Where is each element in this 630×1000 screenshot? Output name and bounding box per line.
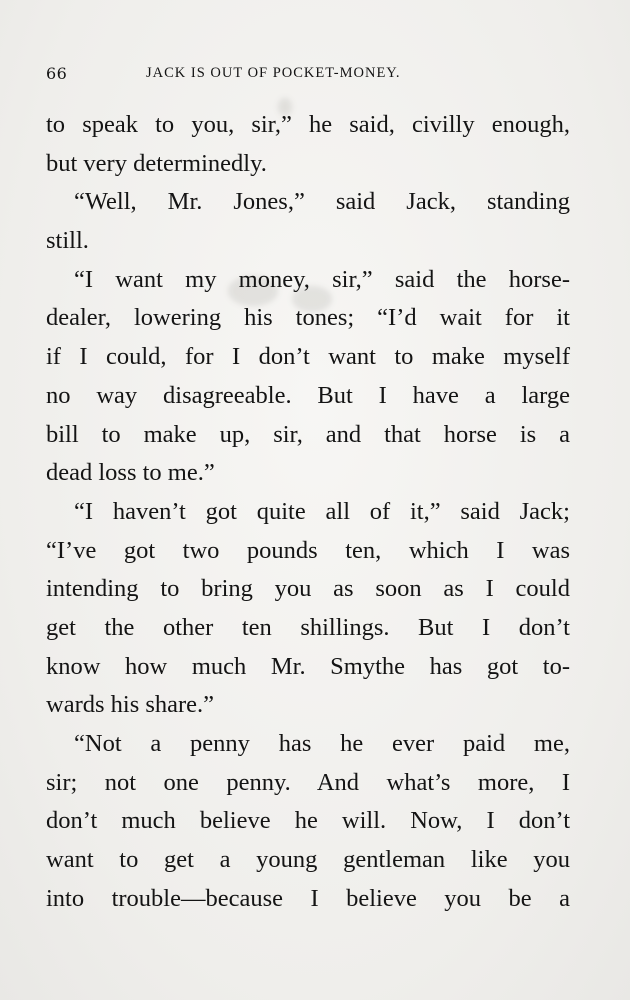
text-line: into trouble—because I believe you be a xyxy=(46,884,570,912)
body-text xyxy=(46,106,570,918)
text-line: know how much Mr. Smythe has got to- xyxy=(46,652,570,680)
text-line: sir; not one penny. And what’s more, I xyxy=(46,768,570,796)
text-line: dealer, lowering his tones; “I’d wait for it xyxy=(46,304,570,332)
text-line: “I haven’t got quite all of it,” said Jack; xyxy=(74,497,570,525)
text-line: bill to make up, sir, and that horse is a xyxy=(46,420,570,448)
text-line: “I want my money, sir,” said the horse- xyxy=(74,265,570,293)
text-line: wards his share.” xyxy=(46,691,215,719)
text-line: “Not a penny has he ever paid me, xyxy=(74,730,570,757)
text-line: to speak to you, sir,” he said, civilly enough, xyxy=(46,111,570,138)
running-title: JACK IS OUT OF POCKET-MONEY. xyxy=(146,65,401,81)
text-line: don’t much believe he will. Now, I don’t xyxy=(46,807,570,835)
text-line: but very determinedly. xyxy=(46,149,267,177)
text-line: get the other ten shillings. But I don’t xyxy=(46,613,570,641)
text-line: no way disagreeable. But I have a large xyxy=(46,381,570,409)
text-line: “I’ve got two pounds ten, which I was xyxy=(46,536,570,564)
text-line: still. xyxy=(46,227,89,255)
text-line: if I could, for I don’t want to make myself xyxy=(46,343,570,371)
text-line: intending to bring you as soon as I could xyxy=(46,575,570,603)
text-line: “Well, Mr. Jones,” said Jack, standing xyxy=(74,188,570,216)
page-header xyxy=(46,64,582,88)
text-line: dead loss to me.” xyxy=(46,459,215,487)
page-number: 66 xyxy=(46,64,68,83)
text-line: want to get a young gentleman like you xyxy=(46,846,570,874)
